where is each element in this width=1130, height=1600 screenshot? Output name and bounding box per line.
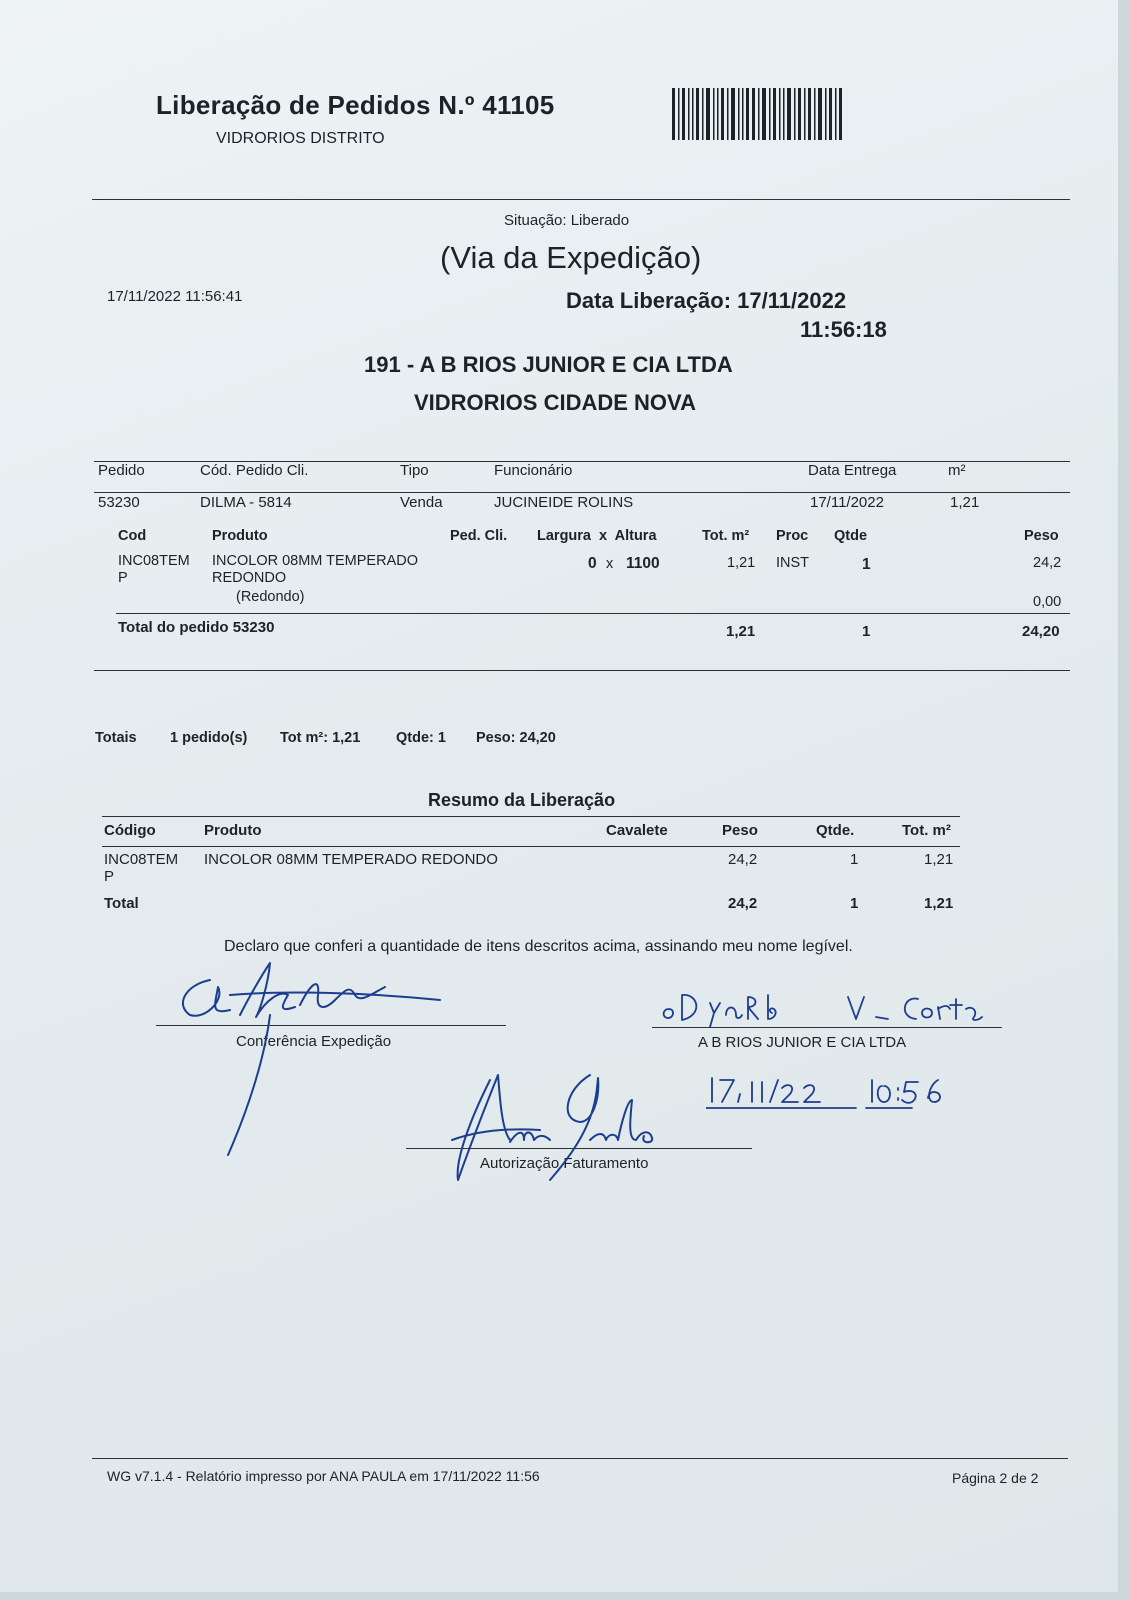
handwritten-date: [706, 1072, 976, 1112]
resumo-col-produto: Produto: [204, 822, 262, 839]
order-table-bottom-rule: [94, 670, 1070, 671]
item-x: x: [606, 556, 614, 572]
col-cod-pedido-cli: Cód. Pedido Cli.: [200, 462, 309, 479]
item-tot-m2: 1,21: [727, 555, 756, 571]
footer-report-info: WG v7.1.4 - Relatório impresso por ANA PAULA em 17/11/2022 11:56: [107, 1468, 540, 1484]
order-total-qtde: 1: [862, 623, 871, 640]
totais-label: Totais: [95, 730, 137, 746]
resumo-col-peso: Peso: [722, 822, 758, 839]
totais-pedidos: 1 pedido(s): [170, 730, 248, 746]
resumo-total-m2: 1,21: [924, 895, 954, 912]
item-col-proc: Proc: [776, 528, 809, 544]
item-col-qtde: Qtde: [834, 528, 868, 544]
client-name: 191 - A B RIOS JUNIOR E CIA LTDA: [364, 352, 733, 377]
item-col-ped-cli: Ped. Cli.: [450, 528, 508, 544]
resumo-col-tot-m2: Tot. m²: [902, 822, 951, 839]
item-produto-cont: REDONDO: [212, 570, 287, 586]
cell-cod-pedido-cli: DILMA - 5814: [200, 494, 292, 511]
resumo-codigo: INC08TEM: [104, 851, 179, 868]
cell-pedido: 53230: [98, 494, 140, 511]
cell-data-entrega: 17/11/2022: [810, 494, 884, 511]
item-peso: 24,2: [1033, 555, 1062, 571]
client-handwritten-signature: [660, 985, 1000, 1031]
resumo-produto: INCOLOR 08MM TEMPERADO REDONDO: [204, 851, 498, 868]
item-cod-cont: P: [118, 570, 128, 586]
resumo-total-peso: 24,2: [728, 895, 758, 912]
resumo-col-qtde: Qtde.: [816, 822, 855, 839]
cell-m2: 1,21: [950, 494, 980, 511]
resumo-total-qtde: 1: [850, 895, 859, 912]
item-col-cod: Cod: [118, 528, 147, 544]
item-cod: INC08TEM: [118, 553, 190, 569]
cell-funcionario: JUCINEIDE ROLINS: [494, 494, 634, 511]
item-largura: 0: [588, 555, 597, 572]
resumo-col-cavalete: Cavalete: [606, 822, 668, 839]
autorizacao-handwritten-signature: [440, 1060, 680, 1190]
release-time: 11:56:18: [800, 317, 887, 342]
item-peso-extra: 0,00: [1033, 594, 1062, 610]
item-altura: 1100: [626, 555, 660, 572]
col-funcionario: Funcionário: [494, 462, 573, 479]
client-signature-label: A B RIOS JUNIOR E CIA LTDA: [698, 1034, 907, 1051]
order-total-peso: 24,20: [1022, 623, 1060, 640]
resumo-peso: 24,2: [728, 851, 758, 868]
resumo-title: Resumo da Liberação: [428, 790, 616, 810]
totais-m2: Tot m²: 1,21: [280, 730, 361, 746]
status-text: Situação: Liberado: [504, 212, 630, 229]
item-col-tot-m2: Tot. m²: [702, 528, 750, 544]
item-col-peso: Peso: [1024, 528, 1059, 544]
col-data-entrega: Data Entrega: [808, 462, 897, 479]
resumo-total-label: Total: [104, 895, 139, 912]
printed-timestamp: 17/11/2022 11:56:41: [107, 288, 243, 305]
item-col-produto: Produto: [212, 528, 268, 544]
item-produto-detail: (Redondo): [236, 589, 305, 605]
declaration-text: Declaro que conferi a quantidade de itens descritos acima, assinando meu nome legível.: [224, 938, 853, 955]
resumo-header-rule: [102, 846, 960, 847]
col-m2: m²: [948, 462, 966, 479]
order-header-rule: [94, 492, 1070, 493]
col-tipo: Tipo: [400, 462, 429, 479]
release-date: Data Liberação: 17/11/2022: [566, 288, 847, 313]
totais-qtde: Qtde: 1: [396, 730, 446, 746]
item-qtde: 1: [862, 556, 871, 573]
barcode: [672, 88, 844, 140]
resumo-codigo-cont: P: [104, 868, 115, 885]
client-store: VIDRORIOS CIDADE NOVA: [414, 390, 696, 415]
document-title: Liberação de Pedidos N.º 41105: [156, 90, 555, 120]
col-pedido: Pedido: [98, 462, 145, 479]
resumo-tot-m2: 1,21: [924, 851, 954, 868]
item-total-rule: [116, 613, 1070, 614]
cell-tipo: Venda: [400, 494, 443, 511]
conferencia-label: Conferência Expedição: [236, 1033, 392, 1050]
resumo-top-rule: [102, 816, 960, 817]
company-name: VIDRORIOS DISTRITO: [216, 130, 385, 147]
via-label: (Via da Expedição): [440, 240, 702, 275]
footer-divider: [92, 1458, 1068, 1459]
order-total-m2: 1,21: [726, 623, 756, 640]
footer-page-number: Página 2 de 2: [952, 1470, 1039, 1486]
item-col-largura-altura: Largura x Altura: [537, 528, 657, 544]
resumo-col-codigo: Código: [104, 822, 156, 839]
order-total-label: Total do pedido 53230: [118, 619, 275, 636]
item-proc: INST: [776, 555, 810, 571]
totais-peso: Peso: 24,20: [476, 730, 556, 746]
autorizacao-label: Autorização Faturamento: [480, 1155, 649, 1172]
header-divider: [92, 199, 1070, 200]
resumo-qtde: 1: [850, 851, 859, 868]
item-produto: INCOLOR 08MM TEMPERADO: [212, 553, 418, 569]
